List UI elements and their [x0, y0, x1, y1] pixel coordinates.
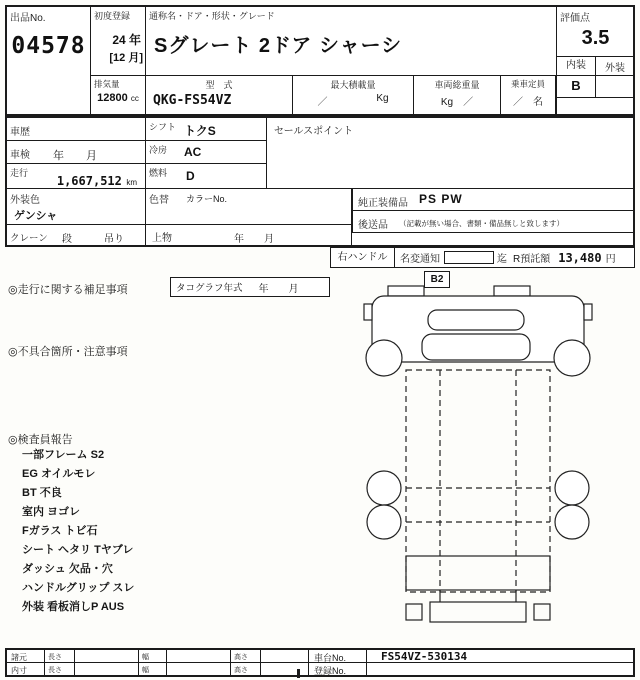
- exhibit-no-cell: [7, 7, 91, 114]
- width-value-blank: [167, 650, 231, 662]
- displacement-label: 排気量: [94, 79, 120, 89]
- inner-dim-label: 内寸: [7, 663, 45, 676]
- score-value: 3.5: [581, 27, 610, 49]
- vehicle-name-cell: [146, 7, 557, 76]
- report-item: シート ヘタリ Tヤブレ: [22, 544, 134, 556]
- report-item: Fガラス トビ石: [22, 525, 98, 537]
- inner-dim-row: [7, 663, 633, 676]
- color-change-cell: [146, 189, 352, 225]
- tachograph-box: [170, 277, 330, 297]
- report-item: EG オイルモレ: [22, 468, 96, 480]
- later-items-label: 後送品: [358, 220, 388, 231]
- gross-weight-cell: [414, 76, 501, 114]
- report-item: BT 不良: [22, 487, 62, 499]
- rear-wheel-left-1: [367, 471, 401, 505]
- equipment-value: PS PW: [419, 192, 463, 206]
- inner-length-blank: [75, 663, 139, 676]
- defects-title: ◎不具合箇所・注意事項: [8, 346, 128, 358]
- mirror-right: [584, 304, 592, 320]
- capacity-value: ／ 名: [513, 97, 543, 108]
- handle-deposit-strip: [330, 247, 635, 268]
- displacement-unit: cc: [130, 94, 139, 103]
- name-change-label: 名変通知: [400, 254, 440, 265]
- tachograph-label: タコグラフ年式: [176, 283, 243, 294]
- front-wheel-right: [554, 340, 590, 376]
- mileage-value: 1,667,512: [56, 174, 122, 188]
- inspection-label: 車検: [10, 150, 30, 161]
- interior-exterior-values: [556, 76, 634, 98]
- color-value: ゲンシャ: [14, 210, 58, 222]
- mileage-cell: [7, 164, 146, 189]
- color-cell: [7, 189, 146, 225]
- fuel-label: 燃料: [149, 168, 168, 178]
- color-no-label: カラーNo.: [186, 194, 228, 204]
- shift-value: トクS: [184, 124, 216, 138]
- report-item: 一部フレーム S2: [22, 449, 105, 461]
- rear-corner-right: [534, 604, 550, 620]
- exhibit-no-value: 04578: [11, 33, 86, 59]
- first-registration-label: 初度登録: [94, 11, 131, 21]
- score-cell: [556, 7, 634, 57]
- front-wheel-left: [366, 340, 402, 376]
- roof-marker-left: [388, 286, 424, 296]
- mileage-unit: km: [126, 178, 137, 187]
- capacity-label: 乗車定員: [510, 79, 545, 89]
- report-item: 室内 ヨゴレ: [22, 506, 81, 518]
- model-cell: [146, 76, 293, 114]
- mirror-left: [364, 304, 372, 320]
- first-registration-cell: [91, 7, 146, 76]
- uwamono-cell: [146, 225, 352, 246]
- deposit-value: 13,480: [558, 250, 602, 265]
- crane-tsuri-label: 吊り: [104, 234, 124, 245]
- deposit-label: R預託額: [513, 254, 551, 265]
- crane-dan-label: 段: [62, 234, 72, 245]
- equipment-cell: [352, 189, 634, 211]
- gross-weight-value: Kg ／: [440, 97, 474, 108]
- crane-label: クレーン: [10, 233, 48, 244]
- max-load-cell: [293, 76, 414, 114]
- fuel-cell: [146, 164, 267, 189]
- until-label: 迄: [497, 254, 507, 265]
- fuel-value: D: [186, 169, 195, 183]
- inspection-value: 年 月: [53, 150, 97, 162]
- inspector-report-title: ◎検査員報告: [8, 434, 73, 446]
- tachograph-value: 年 月: [258, 283, 299, 295]
- width-label: 幅: [139, 650, 167, 662]
- inspection-cell: [7, 141, 146, 164]
- inspector-report-list: [22, 446, 342, 617]
- grade-spacer: [556, 98, 634, 114]
- inner-width-blank: [167, 663, 231, 676]
- crane-cell: [7, 225, 146, 246]
- shift-label: シフト: [149, 122, 177, 132]
- report-item: ハンドルグリップ スレ: [22, 582, 135, 594]
- roof-marker-right: [494, 286, 530, 296]
- deposit-unit: 円: [605, 254, 616, 265]
- cab-outline: [372, 296, 584, 362]
- truck-diagram: [352, 272, 614, 640]
- frame-rails: [406, 370, 550, 592]
- color-change-label: 色替: [149, 195, 169, 206]
- spec-table: [5, 648, 635, 677]
- inner-length-label: 長さ: [45, 663, 75, 676]
- name-change-blank-field: [444, 251, 494, 264]
- sales-point-label: セールスポイント: [274, 126, 354, 137]
- exterior-label: 外装: [605, 62, 625, 74]
- sales-point-cell: [267, 118, 634, 189]
- displacement-value: 12800: [97, 92, 128, 104]
- first-registration-month: [12 月]: [109, 52, 143, 64]
- equipment-label: 純正装備品: [358, 198, 408, 209]
- report-item: ダッシュ 欠品・穴: [22, 563, 113, 575]
- inner-height-blank: [261, 663, 309, 676]
- vehicle-name-value: Sグレート 2ドア シャーシ: [154, 35, 403, 57]
- history-label: 車歴: [10, 127, 30, 138]
- rear-crossmember: [406, 556, 550, 590]
- rear-wheel-right-1: [555, 471, 589, 505]
- height-label: 高さ: [231, 650, 261, 662]
- max-load-unit: Kg: [376, 93, 389, 104]
- length-label: 長さ: [45, 650, 75, 662]
- report-item: 外装 看板消しP AUS: [22, 601, 125, 613]
- color-label: 外装色: [10, 195, 40, 206]
- info-table: [5, 116, 635, 247]
- gross-weight-label: 車両総重量: [434, 80, 480, 90]
- rear-corner-left: [406, 604, 422, 620]
- print-tick-mark: [297, 669, 300, 678]
- interior-exterior-header: [556, 57, 634, 76]
- score-label: 評価点: [560, 13, 590, 24]
- shift-cell: [146, 118, 267, 141]
- displacement-cell: [91, 76, 146, 114]
- chassis-no-value: FS54VZ-530134: [381, 649, 468, 663]
- reg-no-label: 登録No.: [309, 663, 367, 676]
- uwamono-value: 年 月: [234, 234, 274, 245]
- diagram-grade-badge: B2: [424, 271, 450, 288]
- max-load-value: ／: [317, 97, 328, 108]
- max-load-label: 最大積載量: [330, 80, 376, 90]
- vehicle-name-header: 通称名・ドア・形状・グレード: [149, 11, 275, 21]
- mileage-note-title: ◎走行に関する補足事項: [8, 284, 128, 296]
- model-value: QKG-FS54VZ: [153, 93, 232, 108]
- rear-wheel-left-2: [367, 505, 401, 539]
- spec-row: [7, 650, 633, 663]
- header-table: [5, 5, 635, 116]
- uwamono-label: 上物: [152, 233, 172, 244]
- history-cell: [7, 118, 146, 141]
- rear-bumper: [430, 602, 526, 622]
- rear-wheel-right-2: [555, 505, 589, 539]
- mileage-label: 走行: [10, 168, 29, 178]
- inner-width-label: 幅: [139, 663, 167, 676]
- capacity-cell: [501, 76, 556, 114]
- later-items-note: （記載が無い場合、書類・備品無しと致します）: [399, 219, 564, 228]
- spec-label: 諸元: [7, 650, 45, 662]
- ac-label: 冷房: [149, 145, 168, 155]
- interior-label: 内装: [557, 57, 596, 75]
- length-value-blank: [75, 650, 139, 662]
- right-handle-label: 右ハンドル: [331, 248, 395, 267]
- model-label: 型 式: [205, 80, 233, 90]
- exhibit-no-label: 出品No.: [10, 13, 46, 24]
- interior-grade-value: B: [557, 76, 596, 97]
- first-registration-year: 24 年: [112, 33, 141, 47]
- ac-value: AC: [184, 145, 202, 159]
- ac-cell: [146, 141, 267, 164]
- chassis-no-label: 車台No.: [309, 650, 367, 662]
- later-items-cell: [352, 211, 634, 233]
- inner-height-label: 高さ: [231, 663, 261, 676]
- height-value-blank: [261, 650, 309, 662]
